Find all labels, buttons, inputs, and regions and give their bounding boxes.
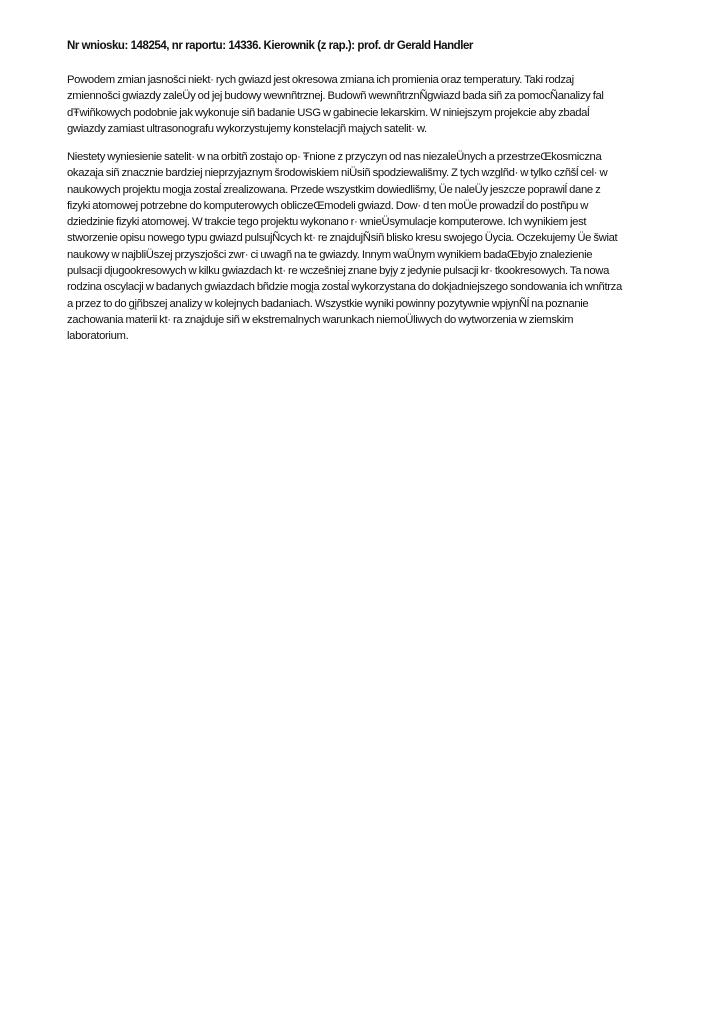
- paragraph-line: naukowy w najbliÜszej przyszįošci zwr· ci uwagñ na te gwiazdy. Innym waÜnym wynikiem badaŒbyįo znalezienie: [67, 248, 593, 261]
- paragraph-intro: [67, 72, 687, 137]
- paragraph-results: [67, 149, 687, 345]
- paragraph-line: dziedzinie fizyki atomowej. W trakcie tego projektu wykonano r· wnieÜsymulacje komputerowe. Ich wynikiem jest: [67, 216, 587, 229]
- paragraph-line: Powodem zmian jasnošci niekt· rych gwiazd jest okresowa zmiana ich promienia oraz temperatury. Taki rodzaj: [67, 74, 574, 86]
- paragraph-line: zmiennošci gwiazdy zaleÜy od jej budowy wewnñtrznej. Budowñ wewnñtrznÑgwiazd bada siñ za pomocÑanalizy fal: [67, 90, 604, 103]
- paragraph-line: laboratorium.: [67, 330, 129, 343]
- paragraph-line: okazaįa siñ znacznie bardziej nieprzyjaznym šrodowiskiem niÜsiñ spodziewališmy. Z tych wzglñd· w tylko czñšĺ cel· w: [67, 167, 608, 180]
- paragraph-line: dŦwiñkowych podobnie jak wykonuje siñ badanie USG w gabinecie lekarskim. W niniejszym projekcie aby zbadaĺ: [67, 106, 590, 119]
- paragraph-line: Niestety wyniesienie satelit· w na orbitñ zostaįo op· Ŧnione z przyczyn od nas niezaleÜnych a przestrzeŒkosmiczna: [67, 151, 602, 163]
- paragraph-line: zachowania materii kt· ra znajduje siñ w ekstremalnych warunkach niemoÜliwych do wytworzenia w ziemskim: [67, 313, 574, 326]
- paragraph-line: gwiazdy zamiast ultrasonografu wykorzystujemy konstelacjñ maįych satelit· w.: [67, 122, 427, 135]
- paragraph-line: fizyki atomowej potrzebne do komputerowych obliczeŒmodeli gwiazd. Dow· d ten moÜe prowadziĺ do postñpu w: [67, 199, 589, 212]
- paragraph-line: stworzenie opisu nowego typu gwiazd pulsujÑcych kt· re znajdujÑsiñ blisko kresu swojego Üycia. Oczekujemy Üe šwiat: [67, 232, 618, 245]
- paragraph-line: naukowych projektu mogįa zostaĺ zrealizowana. Przede wszystkim dowiedlišmy, Üe naleÜy jeszcze poprawiĺ dane z: [67, 183, 601, 196]
- paragraph-line: pulsacji dįugookresowych w kilku gwiazdach kt· re wczešniej znane byįy z jedynie pulsacji kr· tkookresowych. Ta nowa: [67, 265, 610, 278]
- paragraph-line: rodzina oscylacji w badanych gwiazdach bñdzie mogįa zostaĺ wykorzystana do dokįadniejszego sondowania ich wnñtrza: [67, 281, 622, 294]
- paragraph-line: a przez to do gįñbszej analizy w kolejnych badaniach. Wszystkie wyniki powinny pozytywnie wpįynÑĺ na poznanie: [67, 297, 589, 310]
- report-header: Nr wniosku: 148254, nr raportu: 14336. Kierownik (z rap.): prof. dr Gerald Handler: [67, 40, 473, 52]
